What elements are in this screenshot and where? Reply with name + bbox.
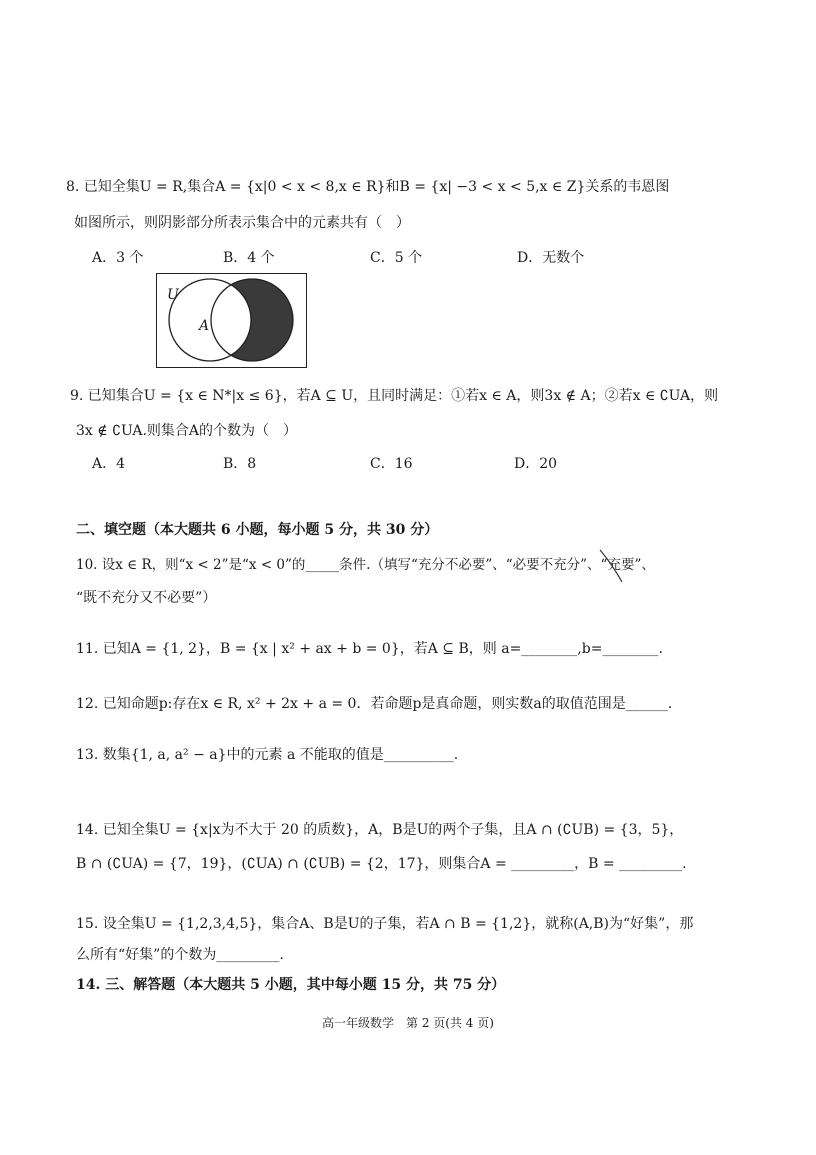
page-footer: 高一年级数学 第 2 页(共 4 页) <box>322 1016 494 1030</box>
q9-option-c: C．16 <box>370 456 413 472</box>
q15-stem-line2: 么所有“好集”的个数为_________. <box>76 947 284 963</box>
q8-option-a: A．3 个 <box>92 250 144 266</box>
venn-label-u: U <box>167 287 179 303</box>
section-2-heading: 二、填空题（本大题共 6 小题，每小题 5 分，共 30 分） <box>76 522 439 538</box>
q11-stem: 11. 已知A = {1, 2}，B = {x | x² + ax + b = 0}，若A ⊆ B，则 a=________,b=________. <box>76 641 663 657</box>
pen-mark <box>598 548 628 584</box>
q13-stem: 13. 数集{1, a, a² − a}中的元素 a 不能取的值是__________. <box>76 747 459 763</box>
q9-option-b: B．8 <box>223 456 257 472</box>
q9-stem-line1: 9. 已知集合U = {x ∈ N*|x ≤ 6}，若A ⊆ U，且同时满足：①若x ∈ A，则3x ∉ A；②若x ∈ ∁UA，则 <box>70 388 719 404</box>
set-a-circle <box>169 279 251 361</box>
q10-stem-line2: “既不充分又不必要”） <box>76 590 217 606</box>
q8-option-d: D．无数个 <box>517 250 585 266</box>
q8-option-b: B．4 个 <box>223 250 275 266</box>
q14-stem-line2: B ∩ (∁UA) = {7，19}，(∁UA) ∩ (∁UB) = {2，17}，则集合A = _________，B = _________. <box>76 856 687 872</box>
section-3-heading: 14. 三、解答题（本大题共 5 小题，其中每小题 15 分，共 75 分） <box>76 977 506 993</box>
q9-stem-line2: 3x ∉ ∁UA.则集合A的个数为（ ） <box>76 423 298 439</box>
q8-stem-line2: 如图所示，则阴影部分所表示集合中的元素共有（ ） <box>74 215 410 231</box>
q12-stem: 12. 已知命题p:存在x ∈ R, x² + 2x + a = 0．若命题p是真命题，则实数a的取值范围是______. <box>76 696 673 712</box>
q15-stem-line1: 15. 设全集U = {1,2,3,4,5}，集合A、B是U的子集，若A ∩ B = {1,2}，就称(A,B)为“好集”，那 <box>76 916 694 932</box>
q8-option-c: C．5 个 <box>370 250 423 266</box>
q8-stem-line1: 8. 已知全集U = R,集合A = {x|0 < x < 8,x ∈ R}和B = {x| −3 < x < 5,x ∈ Z}关系的韦恩图 <box>66 179 670 195</box>
q14-stem-line1: 14. 已知全集U = {x|x为不大于 20 的质数}，A，B是U的两个子集，且A ∩ (∁UB) = {3，5}， <box>76 822 684 838</box>
q10-stem-line1: 10. 设x ∈ R，则“x < 2”是“x < 0”的_____条件.（填写“充分不必要”、“必要不充分”、“充要”、 <box>76 557 655 573</box>
venn-label-a: A <box>199 318 210 334</box>
venn-diagram-svg <box>157 274 305 366</box>
venn-diagram <box>156 273 307 368</box>
q9-option-d: D．20 <box>514 456 558 472</box>
q9-option-a: A．4 <box>92 456 126 472</box>
